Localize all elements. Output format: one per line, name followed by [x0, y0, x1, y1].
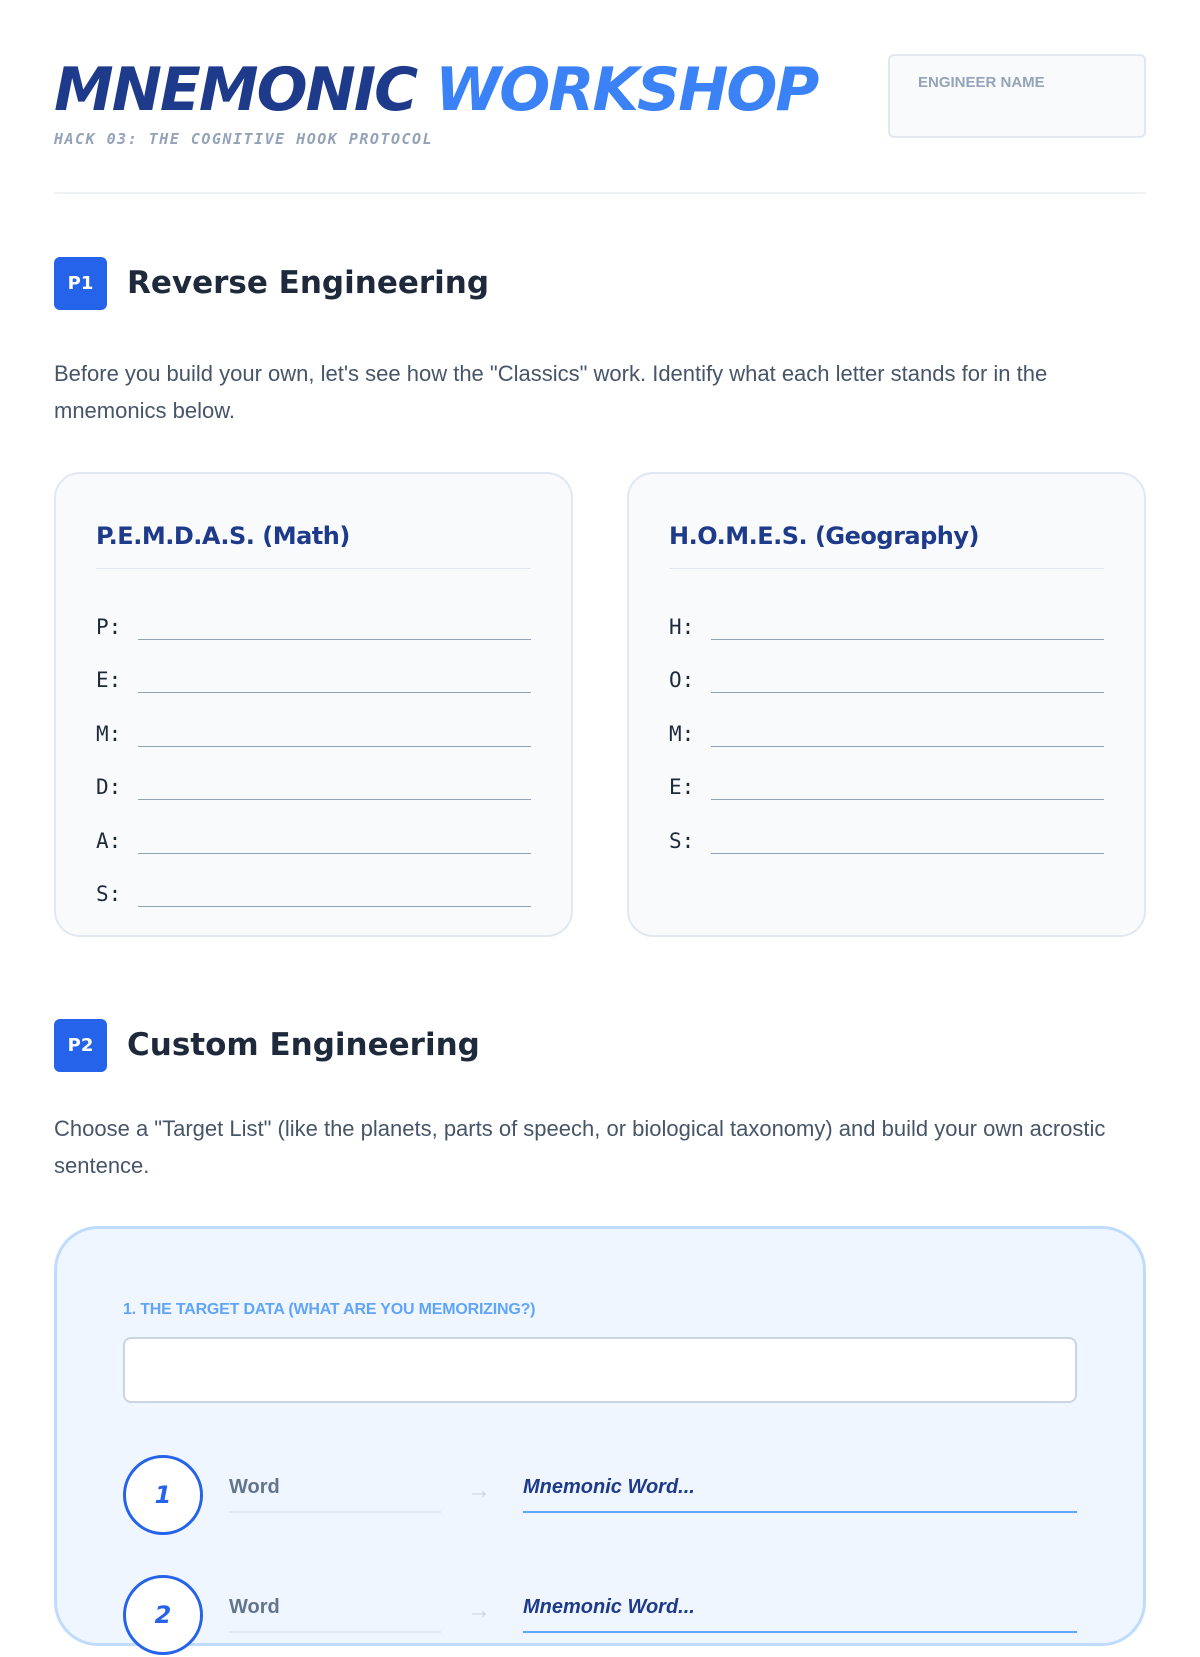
row-label: S: — [669, 828, 695, 853]
word-input[interactable]: Word — [229, 1595, 441, 1633]
row-label: O: — [669, 668, 695, 692]
card-divider — [96, 568, 531, 569]
mnemonic-word-input[interactable]: Mnemonic Word... — [523, 1595, 1077, 1633]
answer-line[interactable] — [711, 614, 1104, 640]
mnemonic-step — [123, 1455, 1077, 1537]
pemdas-row-p — [96, 590, 531, 644]
homes-row-h — [669, 590, 1104, 644]
mnemonic-word-input[interactable]: Mnemonic Word... — [523, 1475, 1077, 1513]
page-title — [54, 54, 817, 126]
pemdas-card-title: P.E.M.D.A.S. (Math) — [96, 522, 350, 550]
step-number: 2 — [123, 1575, 203, 1655]
row-label: M: — [96, 721, 122, 746]
row-label: M: — [669, 721, 695, 746]
section-p2-badge: P2 — [54, 1019, 107, 1072]
homes-row-m — [669, 697, 1104, 751]
word-input[interactable]: Word — [229, 1475, 441, 1513]
row-label: A: — [96, 828, 122, 853]
pemdas-row-m — [96, 697, 531, 751]
homes-card-title: H.O.M.E.S. (Geography) — [669, 522, 979, 550]
card-divider — [669, 568, 1104, 569]
answer-line[interactable] — [711, 721, 1104, 747]
row-label: E: — [669, 775, 695, 799]
homes-row-s — [669, 804, 1104, 858]
section-p2-header — [54, 1018, 480, 1072]
step-number: 1 — [123, 1455, 203, 1535]
answer-line[interactable] — [711, 774, 1104, 800]
homes-row-e — [669, 751, 1104, 805]
row-label: S: — [96, 882, 122, 906]
page-header — [54, 48, 1146, 194]
homes-row-o — [669, 644, 1104, 698]
engineer-name-label: ENGINEER NAME — [918, 74, 1045, 91]
arrow-right-icon: → — [467, 1477, 491, 1504]
pemdas-row-e — [96, 644, 531, 698]
target-data-input[interactable] — [123, 1337, 1077, 1403]
title-part-1: MNEMONIC — [54, 55, 417, 125]
answer-line[interactable] — [138, 667, 531, 693]
answer-line[interactable] — [138, 828, 531, 854]
mnemonic-step — [123, 1575, 1077, 1657]
section-p2-description: Choose a "Target List" (like the planets, parts of speech, or biological taxonomy) and build your own acrostic sentence. — [54, 1116, 1106, 1178]
section-p2-title: Custom Engineering — [127, 1027, 480, 1063]
page-subtitle: HACK 03: THE COGNITIVE HOOK PROTOCOL — [54, 130, 434, 148]
target-data-label: 1. THE TARGET DATA (WHAT ARE YOU MEMORIZING?) — [123, 1301, 536, 1318]
answer-line[interactable] — [138, 774, 531, 800]
pemdas-row-a — [96, 804, 531, 858]
section-p1-header — [54, 256, 489, 310]
pemdas-card — [54, 472, 573, 937]
answer-line[interactable] — [138, 721, 531, 747]
arrow-right-icon: → — [467, 1597, 491, 1624]
row-label: H: — [669, 614, 695, 639]
row-label: E: — [96, 668, 122, 692]
row-label: P: — [96, 614, 122, 639]
section-p1-description: Before you build your own, let's see how the "Classics" work. Identify what each letter stands for in the mnemonics below. — [54, 361, 1048, 423]
engineer-name-field[interactable] — [888, 54, 1146, 138]
pemdas-row-d — [96, 751, 531, 805]
answer-line[interactable] — [711, 828, 1104, 854]
answer-line[interactable] — [711, 667, 1104, 693]
homes-card — [627, 472, 1146, 937]
section-p1-title: Reverse Engineering — [127, 265, 490, 301]
row-label: D: — [96, 775, 122, 799]
answer-line[interactable] — [138, 881, 531, 907]
pemdas-row-s — [96, 858, 531, 912]
answer-line[interactable] — [138, 614, 531, 640]
custom-engineering-panel — [54, 1226, 1146, 1646]
section-p1-badge: P1 — [54, 257, 107, 310]
title-part-2: WORKSHOP — [435, 55, 818, 125]
